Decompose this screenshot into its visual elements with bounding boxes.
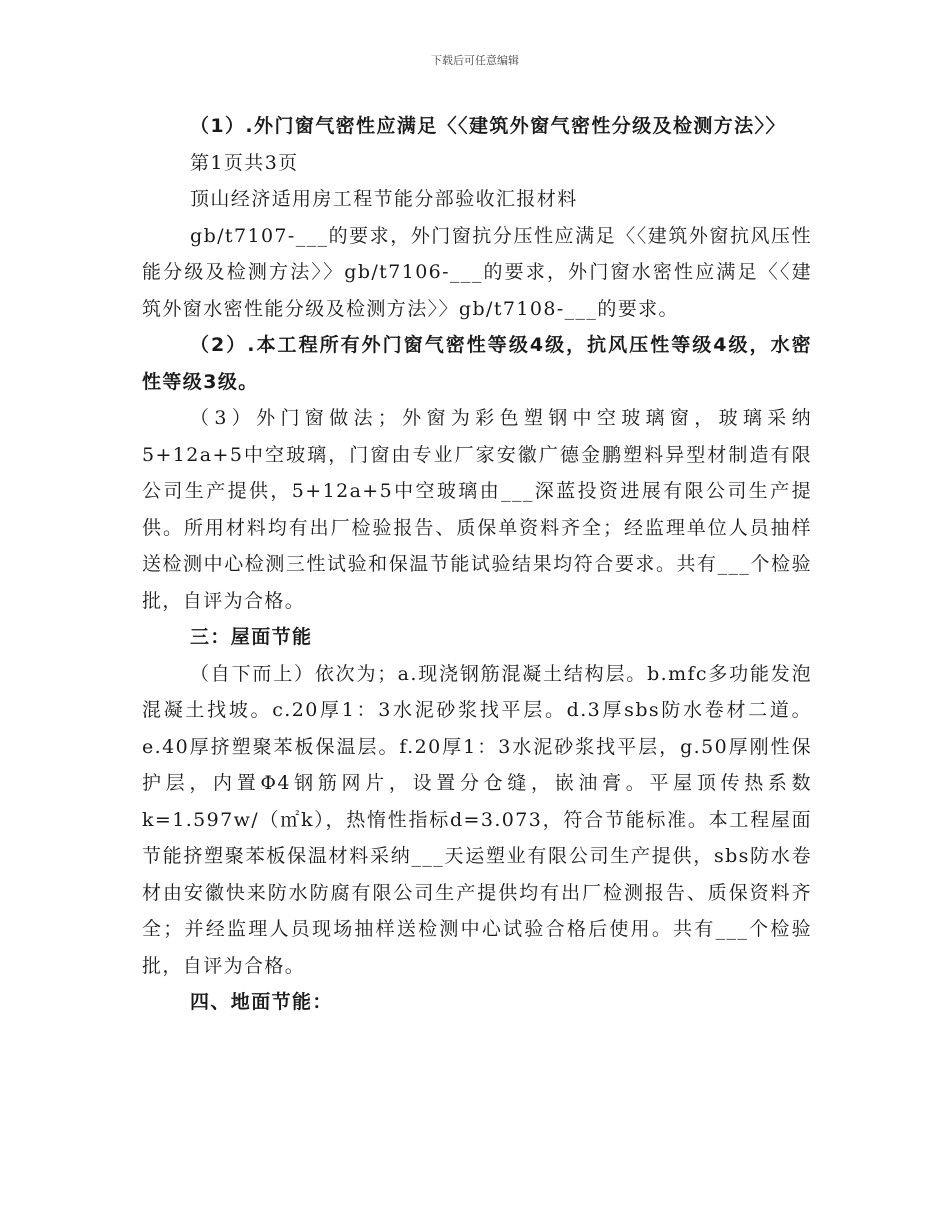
paragraph-3: 顶山经济适用房工程节能分部验收汇报材料 <box>190 188 578 210</box>
document-body <box>142 108 812 1021</box>
section-heading-roof: 三：屋面节能 <box>190 626 313 648</box>
paragraph-1: （1）.外门窗气密性应满足〈〈建筑外窗气密性分级及检测方法〉〉 <box>190 115 786 137</box>
paragraph-4: gb/t7107-___的要求，外门窗抗分压性应满足〈〈建筑外窗抗风压性能分级及检测方法〉〉gb/t7106-___的要求，外门窗水密性应满足〈〈建筑外窗水密性能分级及检测方法〉〉gb/t7108-___的要求。 <box>142 224 812 320</box>
paragraph-6: （3）外门窗做法；外窗为彩色塑钢中空玻璃窗，玻璃采纳5+12a+5中空玻璃，门窗由专业厂家安徽广德金鹏塑料异型材制造有限公司生产提供，5+12a+5中空玻璃由___深蓝投资进展有限公司生产提供。所用材料均有出厂检验报告、质保单资料齐全；经监理单位人员抽样送检测中心检测三性试验和保温节能试验结果均符合要求。共有___个检验批，自评为合格。 <box>142 407 812 612</box>
section-heading-floor: 四、地面节能： <box>190 991 333 1013</box>
page-header: 下载后可任意编辑 <box>431 54 519 67</box>
paragraph-7: （自下而上）依次为；a.现浇钢筋混凝土结构层。b.mfc多功能发泡混凝土找坡。c.20厚1：3水泥砂浆找平层。d.3厚sbs防水卷材二道。e.40厚挤塑聚苯板保温层。f.20厚1：3水泥砂浆找平层，g.50厚刚性保护层，内置Φ4钢筋网片，设置分仓缝，嵌油膏。平屋顶传热系数k=1.597w/（㎡k），热惰性指标d=3.073，符合节能标准。本工程屋面节能挤塑聚苯板保温材料采纳___天运塑业有限公司生产提供，sbs防水卷材由安徽快来防水防腐有限公司生产提供均有出厂检测报告、质保资料齐全；并经监理人员现场抽样送检测中心试验合格后使用。共有___个检验批，自评为合格。 <box>142 662 812 977</box>
paragraph-2: 第1页共3页 <box>190 151 299 174</box>
paragraph-5: （2）.本工程所有外门窗气密性等级4级，抗风压性等级4级，水密性等级3级。 <box>142 334 812 393</box>
